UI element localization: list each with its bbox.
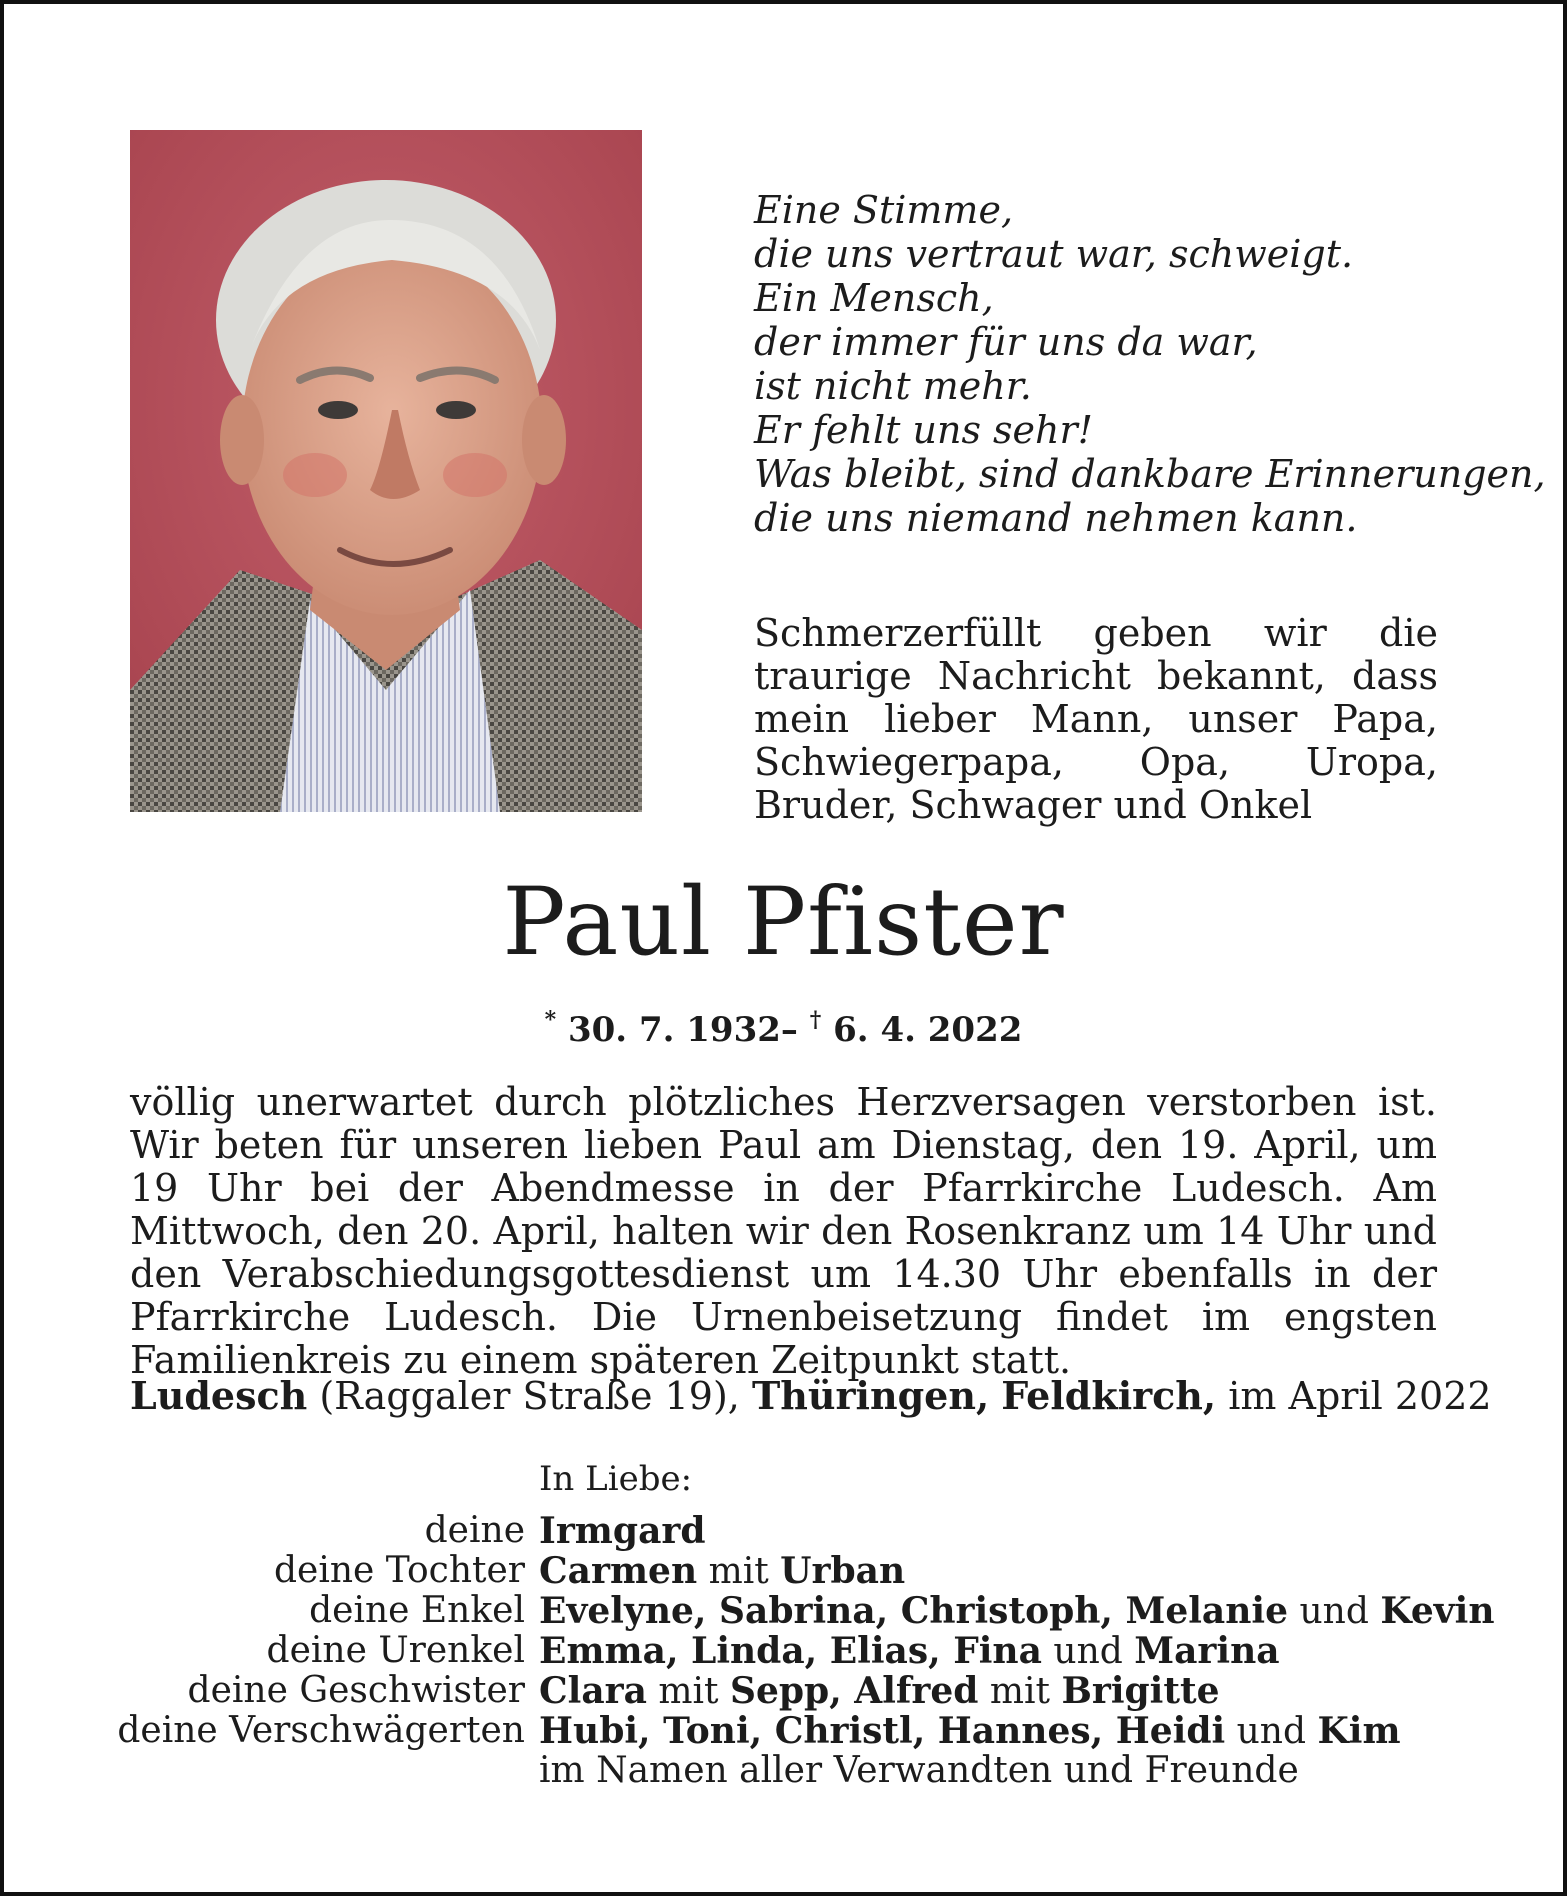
poem-line: die uns vertraut war, schweigt. <box>754 232 1354 276</box>
family-member-name: Kim <box>1317 1710 1401 1752</box>
poem-line: Eine Stimme, <box>754 188 1014 232</box>
family-member-name: Emma, Linda, Elias, Fina <box>539 1630 1042 1672</box>
death-symbol: † <box>809 1007 822 1033</box>
family-names <box>539 1630 1280 1673</box>
family-member-name: Carmen <box>539 1550 698 1592</box>
place-town: Ludesch <box>130 1373 308 1418</box>
family-relation: deine Enkel <box>309 1590 525 1631</box>
family-member-name: Hubi, Toni, Christl, Hannes, Heidi <box>539 1710 1226 1752</box>
family-connector: und <box>1225 1711 1318 1752</box>
place-and-date <box>130 1373 1492 1418</box>
place-town: Feldkirch, <box>1001 1373 1217 1418</box>
poem-line: ist nicht mehr. <box>754 364 1032 408</box>
family-names <box>539 1750 1299 1792</box>
family-relation: deine Tochter <box>273 1550 525 1591</box>
family-member-name: Clara <box>539 1670 647 1712</box>
announcement-intro: Schmerzerfüllt geben wir die traurige Nachricht bekannt, dass mein lieber Mann, unser Papa, Schwiegerpapa, Opa, Uropa, Bruder, Schwager und Onkel <box>754 611 1438 827</box>
portrait-photo <box>130 130 642 812</box>
poem-line: Er fehlt uns sehr! <box>754 408 1093 452</box>
family-row <box>0 1630 1567 1672</box>
frame-border-bottom <box>0 1892 1567 1896</box>
frame-border-top <box>0 0 1567 4</box>
family-row <box>0 1550 1567 1592</box>
poem-line: die uns niemand nehmen kann. <box>754 496 1358 540</box>
family-connector: im Namen aller Verwandten und Freunde <box>539 1750 1299 1791</box>
family-row <box>0 1590 1567 1632</box>
poem-line: Ein Mensch, <box>754 276 994 320</box>
family-connector: mit <box>646 1671 730 1712</box>
in-liebe-heading: In Liebe: <box>539 1459 693 1499</box>
family-relation: deine Verschwägerten <box>117 1710 525 1751</box>
family-row <box>0 1710 1567 1752</box>
family-member-name: Urban <box>780 1550 906 1592</box>
place-town: Thüringen, <box>751 1373 990 1418</box>
family-names <box>539 1510 706 1553</box>
family-names <box>539 1550 905 1593</box>
family-names <box>539 1670 1220 1713</box>
birth-symbol: * <box>544 1007 557 1033</box>
life-dates <box>0 1000 1567 1050</box>
family-member-name: Brigitte <box>1061 1670 1220 1712</box>
family-relation: deine Geschwister <box>187 1670 525 1711</box>
poem <box>754 188 1546 540</box>
family-relation: deine <box>424 1510 525 1551</box>
family-member-name: Sepp, Alfred <box>729 1670 979 1712</box>
family-row <box>0 1510 1567 1552</box>
poem-line: Was bleibt, sind dankbare Erinnerungen, <box>754 452 1546 496</box>
family-row <box>0 1750 1567 1792</box>
family-connector: mit <box>978 1671 1062 1712</box>
place-date: im April 2022 <box>1228 1374 1492 1418</box>
family-connector: und <box>1288 1591 1381 1632</box>
family-names <box>539 1710 1401 1753</box>
poem-line: der immer für uns da war, <box>754 320 1258 364</box>
birth-date: 30. 7. 1932 <box>567 1010 781 1050</box>
family-row <box>0 1670 1567 1712</box>
date-separator: – <box>780 1010 798 1050</box>
family-member-name: Marina <box>1134 1630 1280 1672</box>
family-connector: und <box>1041 1631 1135 1672</box>
deceased-name: Paul Pfister <box>502 868 1065 977</box>
family-connector: mit <box>697 1551 781 1592</box>
family-member-name: Kevin <box>1380 1590 1495 1632</box>
family-member-name: Evelyne, Sabrina, Christoph, Melanie <box>539 1590 1289 1632</box>
place-address: (Raggaler Straße 19), <box>319 1374 740 1418</box>
funeral-details: völlig unerwartet durch plötzliches Herzversagen verstorben ist. Wir beten für unseren lieben Paul am Dienstag, den 19. April, um 19 Uhr bei der Abendmesse in der Pfarrkirche Ludesch. Am Mittwoch, den 20. April, halten wir den Rosenkranz um 14 Uhr und den Verabschiedungsgottesdienst um 14.30 Uhr ebenfalls in der Pfarrkirche Ludesch. Die Urnenbeisetzung findet im engsten Familienkreis zu einem späteren Zeitpunkt statt. <box>130 1080 1437 1382</box>
family-member-name: Irmgard <box>539 1510 706 1552</box>
death-date: 6. 4. 2022 <box>833 1010 1023 1050</box>
family-names <box>539 1590 1495 1633</box>
family-relation: deine Urenkel <box>266 1630 525 1671</box>
